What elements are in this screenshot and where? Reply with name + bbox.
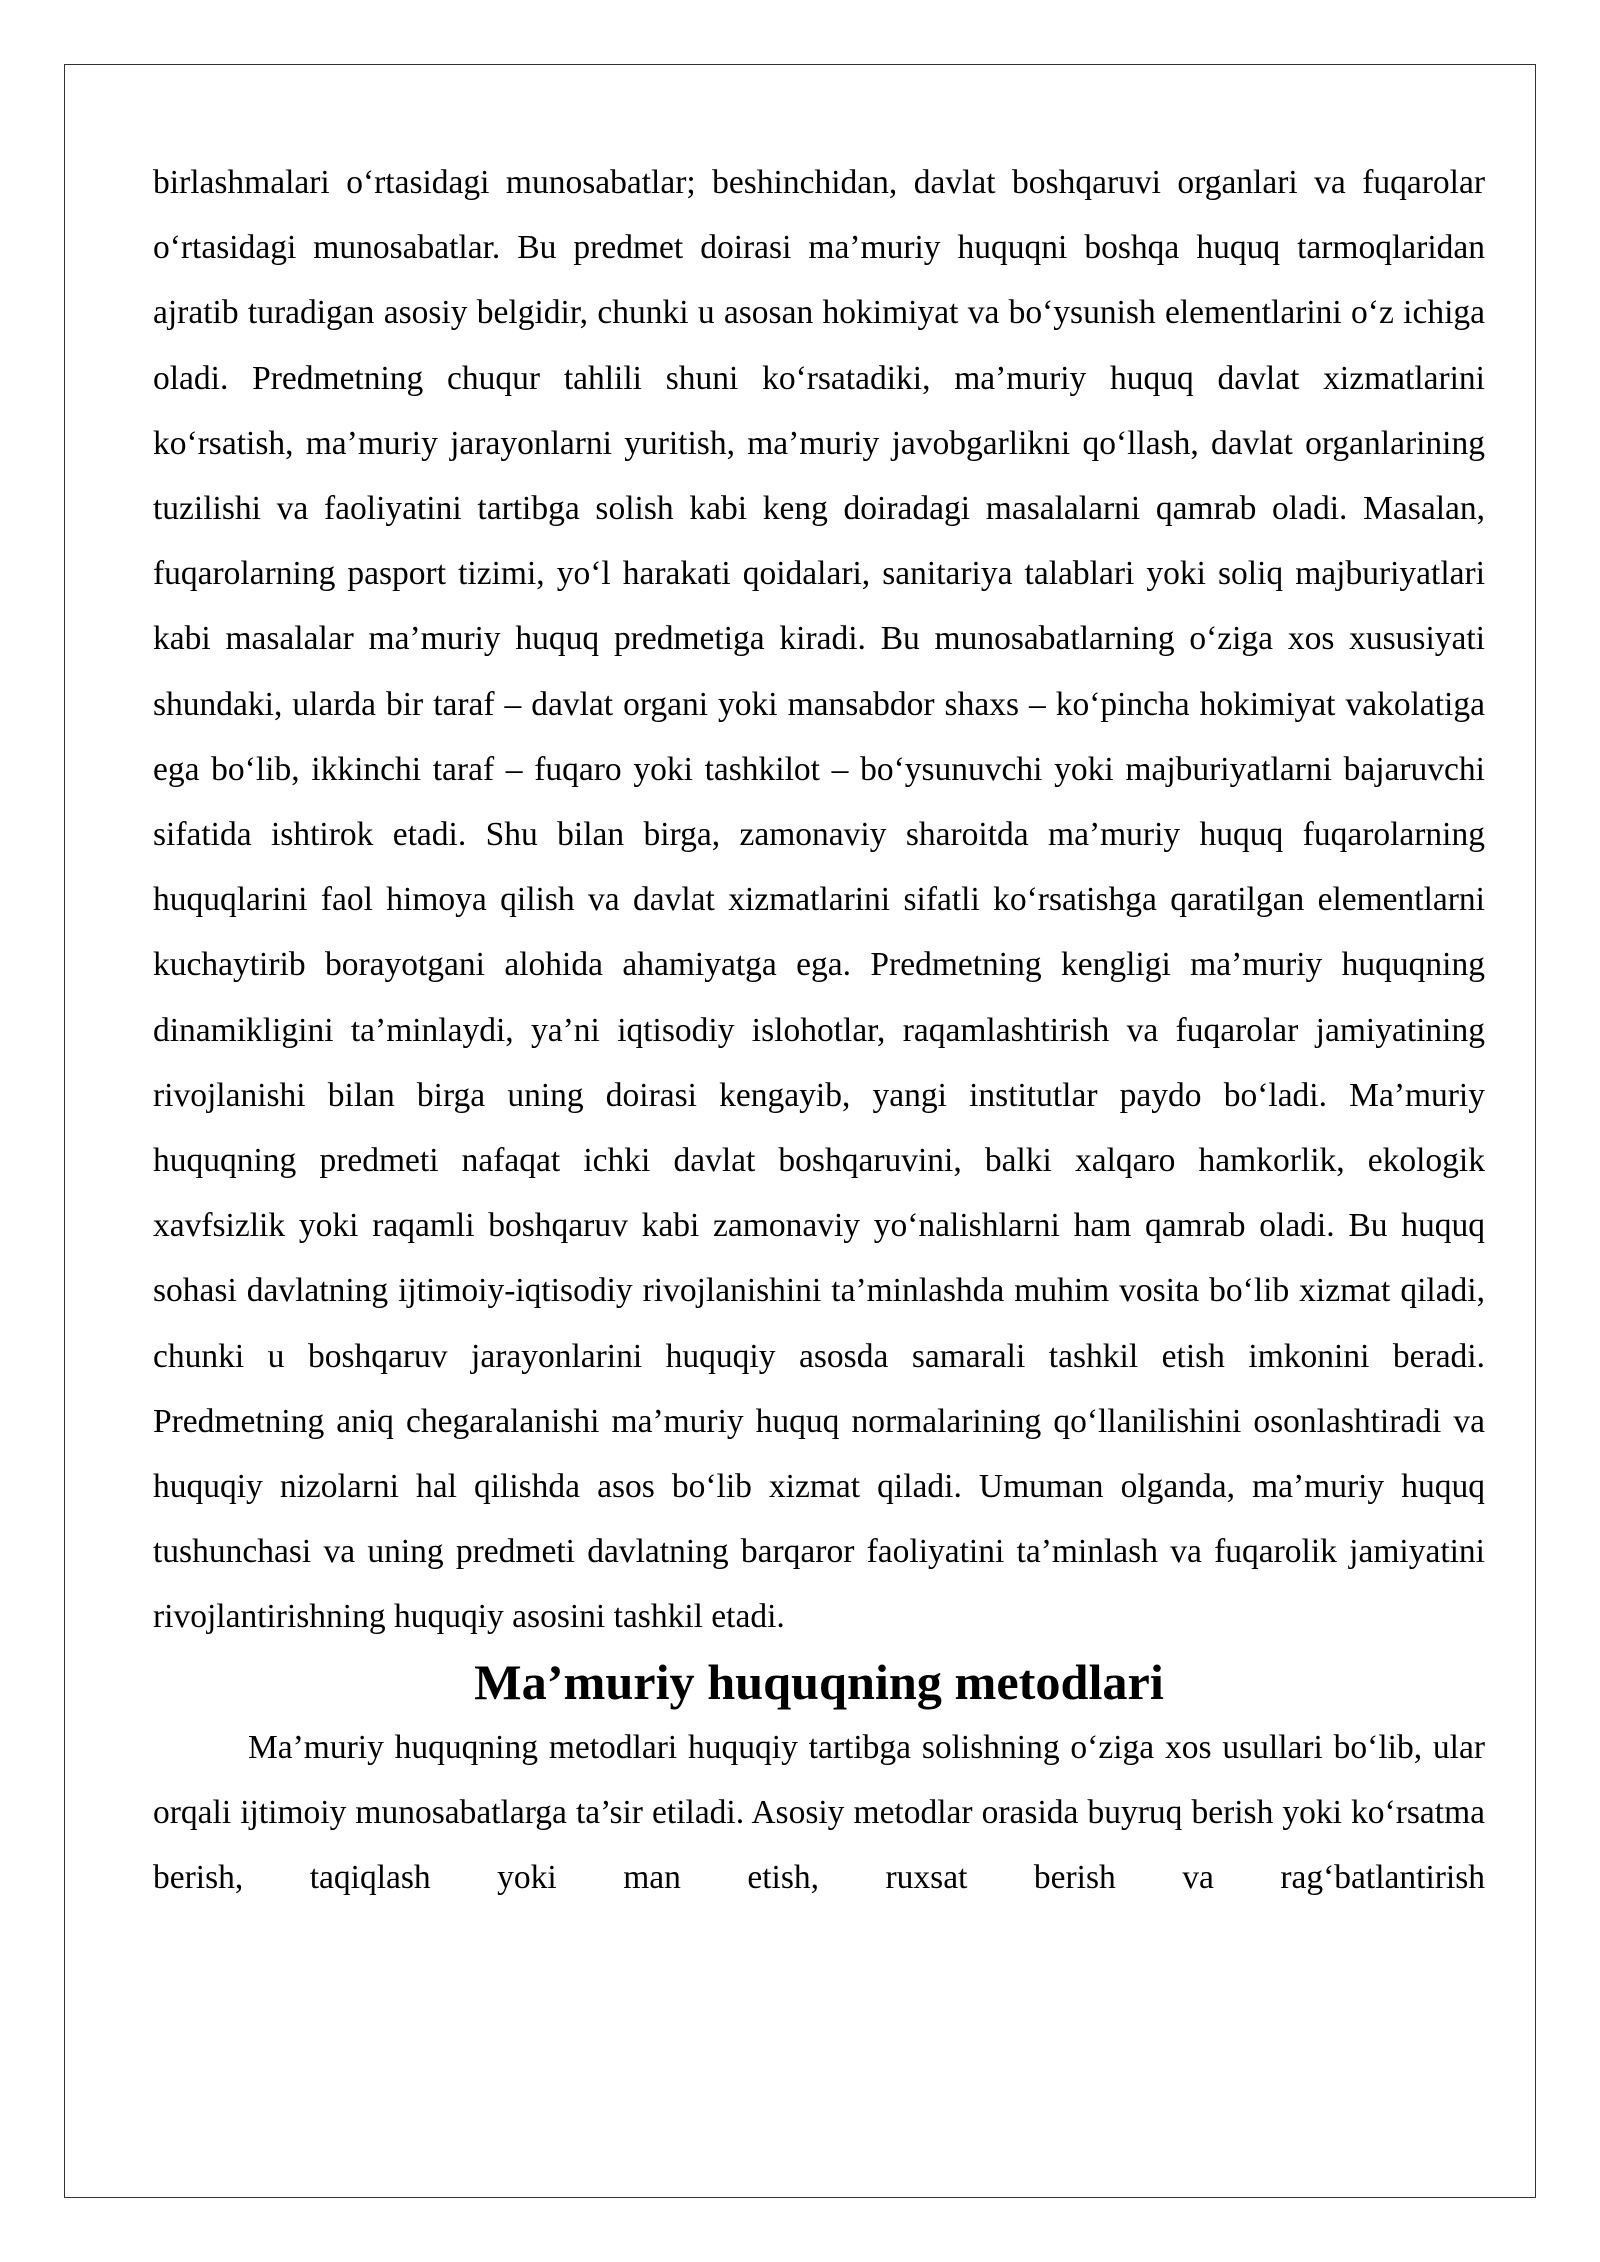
paragraph-continued: birlashmalari o‘rtasidagi munosabatlar; beshinchidan, davlat boshqaruvi organlari va fuqarolar o‘rtasidagi munosabatlar. Bu predmet doirasi ma’muriy huquqni boshqa huquq tarmoqlaridan ajratib turadigan asosiy belgidir, chunki u asosan hokimiyat va bo‘ysunish elementlarini o‘z ichiga oladi. Predmetning chuqur tahlili shuni ko‘rsatadiki, ma’muriy huquq davlat xizmatlarini ko‘rsatish, ma’muriy jarayonlarni yuritish, ma’muriy javobgarlikni qo‘llash, davlat organlarining tuzilishi va faoliyatini tartibga solish kabi keng doiradagi masalalarni qamrab oladi. Masalan, fuqarolarning pasport tizimi, yo‘l harakati qoidalari, sanitariya talablari yoki soliq majburiyatlari kabi masalalar ma’muriy huquq predmetiga kiradi. Bu munosabatlarning o‘ziga xos xususiyati shundaki, ularda bir taraf – davlat organi yoki mansabdor shaxs – ko‘pincha hokimiyat vakolatiga ega bo‘lib, ikkinchi taraf – fuqaro yoki tashkilot – bo‘ysunuvchi yoki majburiyatlarni bajaruvchi sifatida ishtirok etadi. Shu bilan birga, zamonaviy sharoitda ma’muriy huquq fuqarolarning huquqlarini faol himoya qilish va davlat xizmatlarini sifatli ko‘rsatishga qaratilgan elementlarni kuchaytirib borayotgani alohida ahamiyatga ega. Predmetning kengligi ma’muriy huquqning dinamikligini ta’minlaydi, ya’ni iqtisodiy islohotlar, raqamlashtirish va fuqarolar jamiyatining rivojlanishi bilan birga uning doirasi kengayib, yangi institutlar paydo bo‘ladi. Ma’muriy huquqning predmeti nafaqat ichki davlat boshqaruvini, balki xalqaro hamkorlik, ekologik xavfsizlik yoki raqamli boshqaruv kabi zamonaviy yo‘nalishlarni ham qamrab oladi. Bu huquq sohasi davlatning ijtimoiy-iqtisodiy rivojlanishini ta’minlashda muhim vosita bo‘lib xizmat qiladi, chunki u boshqaruv jarayonlarini huquqiy asosda samarali tashkil etish imkonini beradi. Predmetning aniq chegaralanishi ma’muriy huquq normalarining qo‘llanilishini osonlashtiradi va huquqiy nizolarni hal qilishda asos bo‘lib xizmat qiladi. Umuman olganda, ma’muriy huquq tushunchasi va uning predmeti davlatning barqaror faoliyatini ta’minlash va fuqarolik jamiyatini rivojlantirishning huquqiy asosini tashkil etadi. — [153, 164, 1485, 1636]
section-heading: Ma’muriy huquqning metodlari — [474, 1653, 1164, 1710]
document-body — [153, 150, 1485, 1910]
paragraph-next: Ma’muriy huquqning metodlari huquqiy tartibga solishning o‘ziga xos usullari bo‘lib, ular orqali ijtimoiy munosabatlarga ta’sir etiladi. Asosiy metodlar orasida buyruq berish yoki ko‘rsatma berish, taqiqlash yoki man etish, ruxsat berish va rag‘batlantirish — [153, 1728, 1485, 1897]
